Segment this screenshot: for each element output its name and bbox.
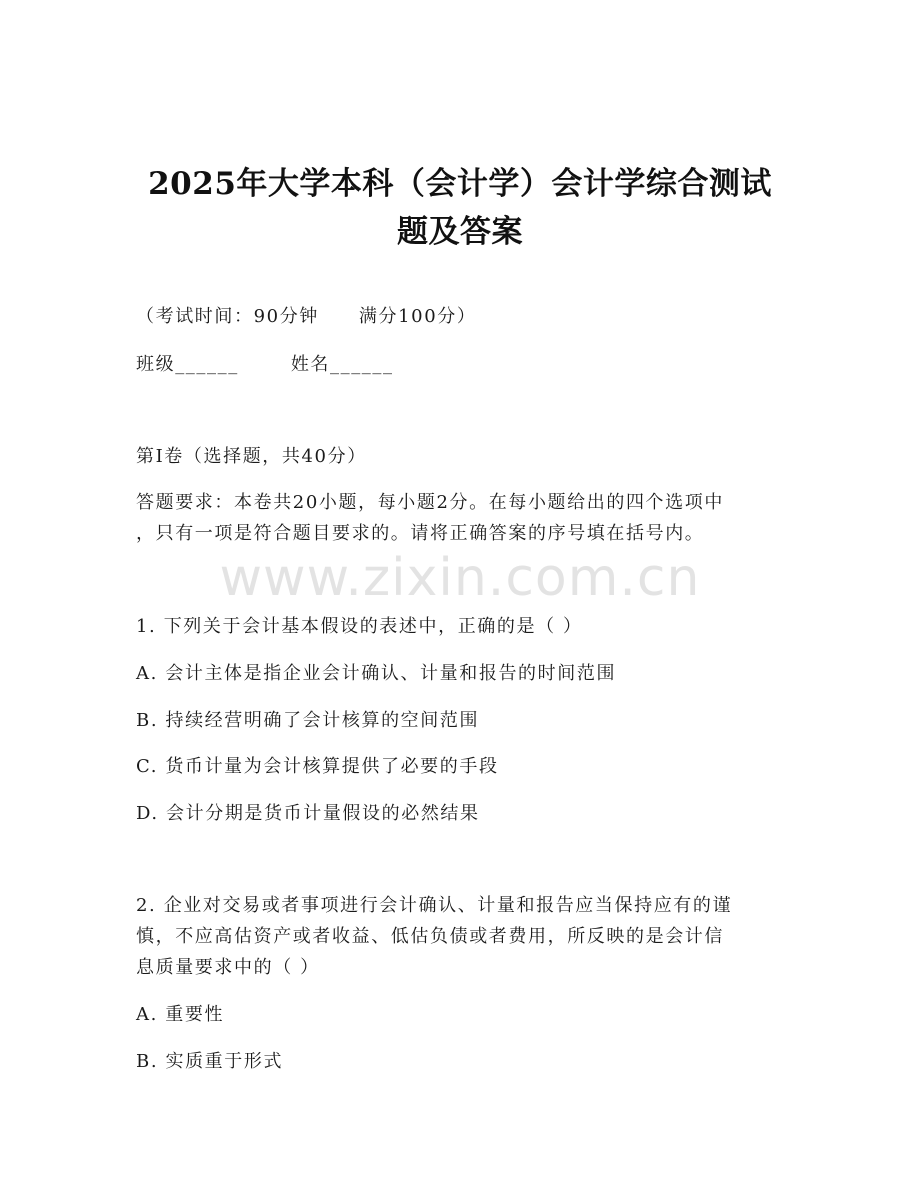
watermark: www.zixin.com.cn	[219, 548, 701, 608]
question-2-stem-line-1: 2. 企业对交易或者事项进行会计确认、计量和报告应当保持应有的谨	[136, 895, 733, 916]
instructions-line-1: 答题要求：本卷共20小题，每小题2分。在每小题给出的四个选项中	[136, 492, 724, 513]
full-score: 满分100分）	[358, 306, 477, 327]
section-title: 第I卷（选择题，共40分）	[136, 446, 367, 467]
question-1-option-b: B. 持续经营明确了会计核算的空间范围	[136, 710, 480, 731]
question-1-option-c: C. 货币计量为会计核算提供了必要的手段	[136, 756, 499, 777]
student-info	[136, 350, 394, 376]
question-1-option-a: A. 会计主体是指企业会计确认、计量和报告的时间范围	[136, 663, 617, 684]
document-title-line-1: 2025年大学本科（会计学）会计学综合测试	[148, 166, 772, 202]
instructions-line-2: ，只有一项是符合题目要求的。请将正确答案的序号填在括号内。	[136, 523, 705, 544]
exam-info	[136, 302, 476, 328]
question-2-option-a: A. 重要性	[136, 1004, 225, 1025]
class-field: 班级______	[136, 354, 239, 375]
name-field: 姓名______	[290, 354, 394, 375]
question-2-stem-line-2: 慎，不应高估资产或者收益、低估负债或者费用，所反映的是会计信	[136, 926, 724, 947]
question-1-stem: 1. 下列关于会计基本假设的表述中，正确的是（ ）	[136, 616, 583, 637]
question-2-stem-line-3: 息质量要求中的（ ）	[136, 957, 320, 978]
document-title-line-2: 题及答案	[397, 214, 523, 250]
exam-time: （考试时间：90分钟	[136, 306, 319, 327]
question-1-option-d: D. 会计分期是货币计量假设的必然结果	[136, 803, 480, 824]
question-2-option-b: B. 实质重于形式	[136, 1051, 284, 1072]
